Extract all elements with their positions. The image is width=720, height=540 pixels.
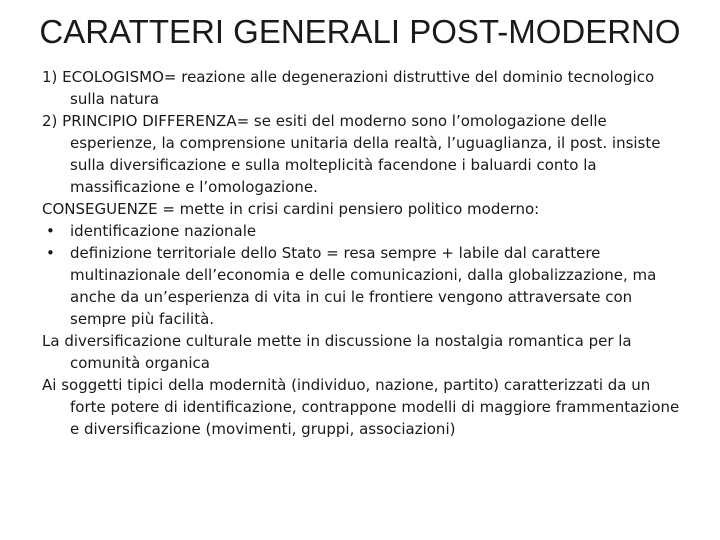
bullet-text: identificazione nazionale [70,222,257,240]
bullet-text: definizione territoriale dello Stato = resa sempre + labile dal carattere multinazionale dell’economia e delle comunicazioni, dalla globalizzazione, ma anche da un’esperienza di vita in cui le frontiere vengono attraversate con sempre più facilità. [70,244,657,328]
bullet-item [42,220,682,242]
item-ecologismo [42,66,682,110]
item-term: PRINCIPIO DIFFERENZA [62,112,237,130]
item-number: 2) [42,112,63,130]
item-text: = se esiti del moderno sono l’omologazione delle esperienze, la comprensione unitaria della realtà, l’uguaglianza, il post. insiste sulla diversificazione e sulla molteplicità facendone i baluardi conto la massificazione e l’omologazione. [70,112,661,196]
bullet-icon: • [46,222,55,240]
consequences-line: CONSEGUENZE = mette in crisi cardini pensiero politico moderno: [42,200,540,218]
item-number: 1) [42,68,63,86]
slide-body [42,66,682,440]
bullet-item [42,242,682,330]
item-term: ECOLOGISMO [62,68,164,86]
paragraph-soggetti: Ai soggetti tipici della modernità (individuo, nazione, partito) caratterizzati da un forte potere di identificazione, contrappone modelli di maggiore frammentazione e diversificazione (movimenti, gruppi, associazioni) [42,376,680,438]
slide-title: CARATTERI GENERALI POST-MODERNO [39,13,681,50]
bullet-icon: • [46,244,55,262]
item-text: = reazione alle degenerazioni distruttive del dominio tecnologico sulla natura [70,68,655,108]
item-principio-differenza [42,110,682,198]
paragraph-diversificazione: La diversificazione culturale mette in discussione la nostalgia romantica per la comunità organica [42,332,632,372]
